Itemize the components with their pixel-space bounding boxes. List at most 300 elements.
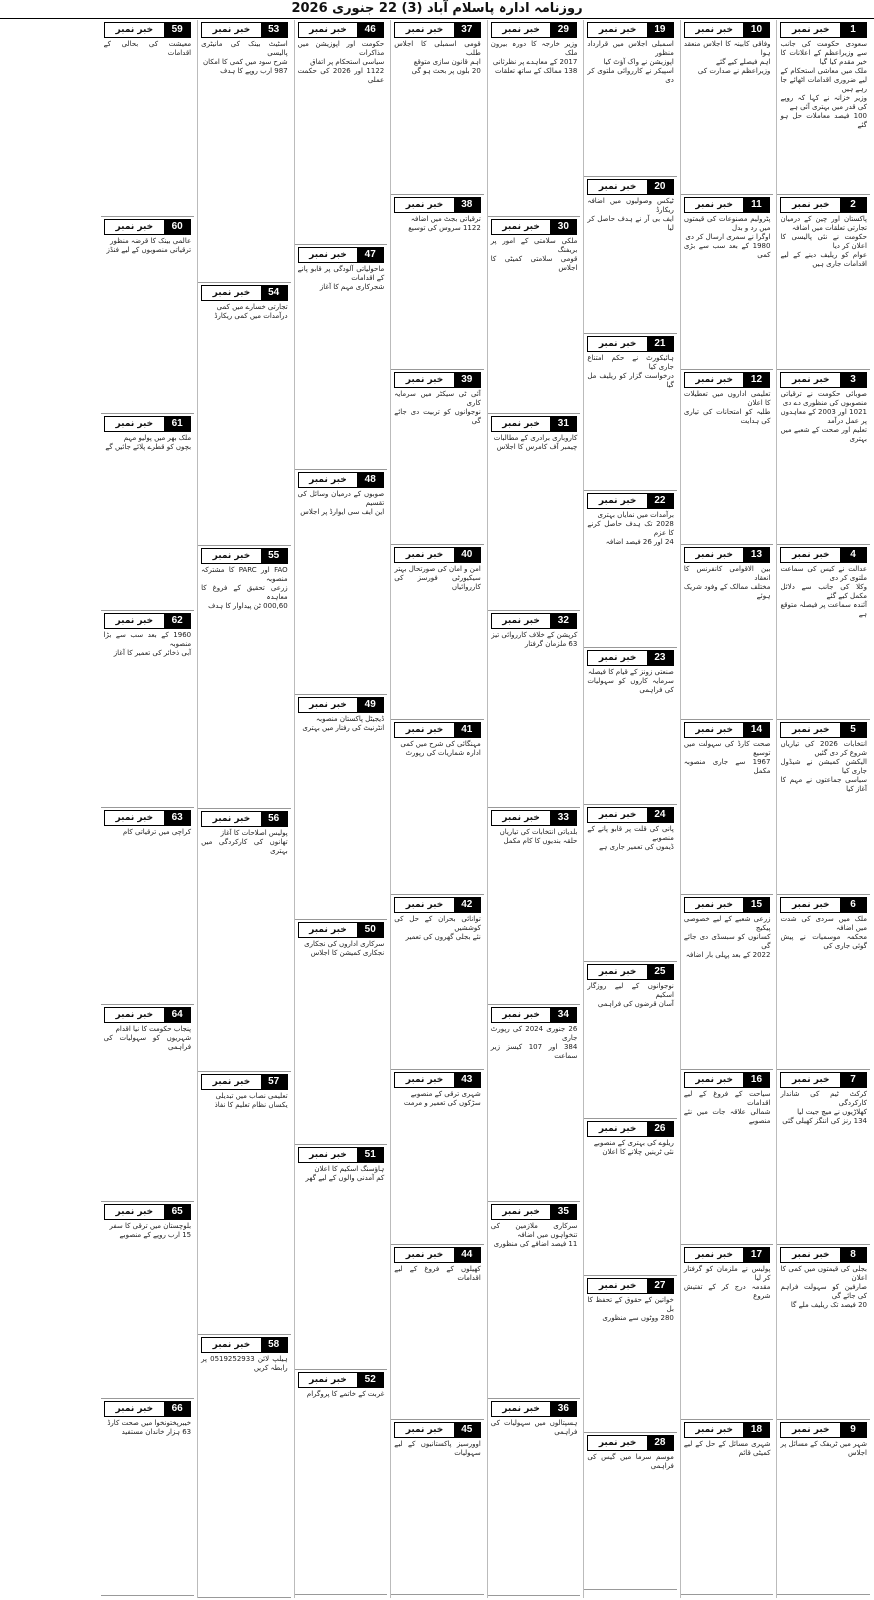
story-text-line: سیاسی جماعتوں نے مہم کا آغاز کیا [780, 776, 867, 793]
news-story [681, 545, 774, 720]
news-story [777, 545, 870, 720]
story-tag-label: خبر نمبر [405, 900, 444, 910]
story-tag-label: خبر نمبر [212, 551, 251, 561]
story-text-line: بلدیاتی انتخابات کی تیاریاں [499, 828, 578, 836]
story-header [587, 807, 674, 823]
story-tag-label: خبر نمبر [212, 25, 251, 35]
story-header [104, 1401, 192, 1417]
story-text-line: زرعی شعبے کے لیے خصوصی پیکیج [683, 915, 771, 932]
story-body [780, 915, 867, 951]
story-tag-label: خبر نمبر [598, 810, 637, 820]
story-number: 19 [647, 23, 673, 37]
story-tag-label: خبر نمبر [598, 1281, 637, 1291]
story-tag-label: خبر نمبر [212, 288, 251, 298]
news-column [101, 20, 195, 1598]
story-body [780, 390, 867, 444]
story-body [684, 1090, 771, 1126]
story-header [394, 22, 481, 38]
story-body [104, 1222, 192, 1240]
story-header [684, 547, 771, 563]
story-body [684, 565, 771, 601]
story-tag-label: خبر نمبر [502, 616, 540, 626]
story-tag-label: خبر نمبر [695, 25, 733, 35]
news-story [488, 808, 581, 1005]
story-body [780, 40, 867, 130]
story-header [298, 922, 385, 938]
news-story [488, 611, 581, 808]
story-text-line: بچوں کو قطرے پلائے جائیں گے [105, 443, 192, 451]
story-text-line: عالمی بینک کا قرضہ منظور [110, 237, 192, 245]
story-text-line: موسم سرما میں گیس کی فراہمی [587, 1453, 674, 1470]
story-tag-label: خبر نمبر [309, 1150, 347, 1160]
story-text-line: کاروباری برادری کے مطالبات [493, 434, 578, 442]
story-number: 66 [164, 1402, 190, 1416]
story-text-line: سرکاری اداروں کی نجکاری [304, 940, 385, 948]
news-story [198, 1072, 291, 1335]
story-number: 25 [647, 965, 673, 979]
story-header [298, 1372, 385, 1388]
story-text-line: غربت کے خاتمے کا پروگرام [306, 1390, 385, 1398]
news-story [681, 370, 774, 545]
news-story [295, 1145, 388, 1370]
story-body [684, 1265, 771, 1301]
story-body [491, 1419, 578, 1437]
story-header [587, 1121, 674, 1137]
story-text-line: نوجوانوں کے لیے روزگار اسکیم [587, 982, 674, 999]
story-text-line: سعودی حکومت کی جانب سے وزیراعظم کے اعلانات کا خیر مقدم کیا گیا [780, 40, 867, 66]
story-number: 18 [743, 1423, 769, 1437]
story-number: 26 [647, 1122, 673, 1136]
story-text-line: وزیراعظم نے صدارت کی [697, 67, 771, 75]
story-text-line: درآمدات میں کمی ریکارڈ [214, 312, 288, 320]
story-body [104, 828, 192, 837]
story-body [780, 1440, 867, 1458]
story-number: 2 [840, 198, 866, 212]
news-story [391, 1245, 484, 1420]
story-header [394, 1247, 481, 1263]
news-story [777, 1070, 870, 1245]
story-number: 62 [164, 614, 190, 628]
news-column [487, 20, 581, 1598]
story-body [104, 1025, 192, 1052]
story-number: 44 [454, 1248, 480, 1262]
story-text-line: 20 فیصد تک ریلیف ملے گا [790, 1301, 867, 1309]
story-text-line: اوورسیز پاکستانیوں کے لیے سہولیات [394, 1440, 481, 1457]
story-body [491, 828, 578, 846]
story-header [491, 1007, 578, 1023]
story-header [201, 548, 288, 564]
story-text-line: ترقیاتی بجٹ میں اضافہ [410, 215, 481, 223]
news-story [777, 20, 870, 195]
story-text-line: 987 ارب روپے کا ہدف [220, 67, 288, 75]
story-tag-label: خبر نمبر [115, 1404, 154, 1414]
story-number: 13 [743, 548, 769, 562]
story-text-line: ادارہ شماریات کی رپورٹ [405, 749, 481, 757]
story-text-line: خیبرپختونخوا میں صحت کارڈ [107, 1419, 192, 1427]
story-header [104, 22, 192, 38]
story-text-line: صوبائی حکومت نے ترقیاتی منصوبوں کی منظوری دے دی [780, 390, 867, 407]
story-body [587, 197, 674, 233]
story-number: 35 [550, 1205, 576, 1219]
story-body [491, 1025, 578, 1061]
story-number: 24 [647, 808, 673, 822]
story-text-line: تعلیم اور صحت کے شعبے میں بہتری [780, 426, 867, 443]
story-body [298, 1165, 385, 1183]
story-text-line: مقدمہ درج کر کے تفتیش شروع [683, 1283, 771, 1300]
story-tag-label: خبر نمبر [598, 967, 637, 977]
story-number: 30 [550, 220, 576, 234]
story-text-line: FAO اور PARC کا مشترکہ منصوبہ [201, 566, 288, 583]
story-text-line: قومی سلامتی کمیٹی کا اجلاس [490, 255, 578, 272]
story-number: 16 [743, 1073, 769, 1087]
story-text-line: حلقہ بندیوں کا کام مکمل [503, 837, 578, 845]
story-text-line: ہیلپ لائن 0519252933 پر رابطہ کریں [201, 1355, 288, 1372]
story-text-line: ٹیکس وصولیوں میں اضافہ ریکارڈ [587, 197, 674, 214]
story-tag-label: خبر نمبر [212, 1340, 251, 1350]
story-body [780, 1265, 867, 1310]
news-column [583, 20, 677, 1598]
story-text-line: پٹرولیم مصنوعات کی قیمتوں میں رد و بدل [683, 215, 771, 232]
story-number: 31 [550, 417, 576, 431]
story-header [587, 650, 674, 666]
story-number: 53 [261, 23, 287, 37]
story-number: 6 [840, 898, 866, 912]
story-text-line: یکساں نظام تعلیم کا نفاذ [214, 1101, 288, 1109]
news-story [584, 1433, 677, 1590]
news-story [777, 895, 870, 1070]
story-text-line: 1980 کے بعد سب سے بڑی کمی [683, 242, 771, 259]
story-body [491, 40, 578, 76]
story-number: 64 [164, 1008, 190, 1022]
story-header [491, 1401, 578, 1417]
story-text-line: آسان قرضوں کی فراہمی [597, 1000, 674, 1008]
story-number: 20 [647, 180, 673, 194]
story-number: 47 [357, 248, 383, 262]
story-text-line: شجرکاری مہم کا آغاز [319, 283, 385, 291]
story-header [780, 372, 867, 388]
story-text-line: کھلاڑیوں نے میچ جیت لیا [797, 1108, 867, 1116]
story-text-line: این ایف سی ایوارڈ پر اجلاس [300, 508, 385, 516]
story-text-line: 1960 کے بعد سب سے بڑا منصوبہ [103, 631, 192, 648]
story-text-line: شہری ترقی کے منصوبے [410, 1090, 481, 1098]
story-text-line: برآمدات میں نمایاں بہتری [597, 511, 674, 519]
story-header [394, 1072, 481, 1088]
story-header [491, 1204, 578, 1220]
story-text-line: ہسپتالوں میں سہولیات کی فراہمی [490, 1419, 578, 1436]
story-header [298, 247, 385, 263]
story-tag-label: خبر نمبر [598, 1438, 637, 1448]
news-story [391, 1070, 484, 1245]
story-header [104, 1204, 192, 1220]
story-text-line: شہر میں ٹریفک کے مسائل پر اجلاس [780, 1440, 867, 1457]
story-text-line: وزیر خارجہ کا دورہ بیرون ملک [490, 40, 578, 57]
story-text-line: حکومت نے نئی پالیسی کا اعلان کر دیا [780, 233, 867, 250]
news-story [295, 695, 388, 920]
story-tag-label: خبر نمبر [115, 1207, 154, 1217]
story-body [491, 631, 578, 649]
story-text-line: اسٹیٹ بینک کی مانیٹری پالیسی [201, 40, 288, 57]
story-text-line: 2017 کے معاہدے پر نظرثانی [492, 58, 578, 66]
story-text-line: حکومت اور اپوزیشن میں مذاکرات [297, 40, 385, 57]
story-number: 14 [743, 723, 769, 737]
news-story [777, 195, 870, 370]
story-tag-label: خبر نمبر [791, 725, 830, 735]
news-story [198, 809, 291, 1072]
story-text-line: نئے بجلی گھروں کی تعمیر [405, 933, 481, 941]
story-header [201, 1074, 288, 1090]
news-story [198, 1335, 291, 1598]
story-body [201, 1355, 288, 1373]
story-body [491, 434, 578, 452]
story-body [684, 915, 771, 960]
story-text-line: انتخابات 2026 کی تیاریاں شروع کر دی گئیں [780, 740, 867, 757]
news-story [584, 334, 677, 491]
story-text-line: سیکیورٹی فورسز کی کارروائیاں [394, 574, 481, 591]
story-tag-label: خبر نمبر [695, 200, 733, 210]
story-text-line: نئی ٹرینیں چلانے کا اعلان [602, 1148, 674, 1156]
story-number: 52 [357, 1373, 383, 1387]
story-tag-label: خبر نمبر [598, 182, 637, 192]
story-body [491, 237, 578, 273]
story-text-line: تعلیمی اداروں میں تعطیلات کا اعلان [683, 390, 771, 407]
story-text-line: ملک میں سردی کی شدت میں اضافہ [780, 915, 867, 932]
story-number: 49 [357, 698, 383, 712]
story-tag-label: خبر نمبر [405, 200, 444, 210]
story-number: 5 [840, 723, 866, 737]
story-tag-label: خبر نمبر [309, 1375, 347, 1385]
story-text-line: ایف بی آر نے ہدف حاصل کر لیا [587, 215, 674, 232]
news-story [681, 720, 774, 895]
story-tag-label: خبر نمبر [695, 1250, 733, 1260]
news-column [390, 20, 484, 1598]
story-tag-label: خبر نمبر [115, 813, 154, 823]
news-story [777, 1245, 870, 1420]
story-body [201, 829, 288, 856]
story-text-line: امن و امان کی صورتحال بہتر [394, 565, 481, 573]
story-text-line: سرکاری ملازمین کی تنخواہوں میں اضافہ [490, 1222, 578, 1239]
story-number: 11 [743, 198, 769, 212]
news-story [391, 1420, 484, 1595]
story-header [298, 22, 385, 38]
story-tag-label: خبر نمبر [309, 250, 347, 260]
story-text-line: کسانوں کو سبسڈی دی جائے گی [683, 933, 771, 950]
story-text-line: اسمبلی اجلاس میں قرارداد منظور [587, 40, 674, 57]
news-story [198, 20, 291, 283]
story-number: 60 [164, 220, 190, 234]
story-body [587, 1296, 674, 1323]
story-header [394, 197, 481, 213]
story-text-line: ترقیاتی منصوبوں کے لیے فنڈز [106, 246, 192, 254]
story-tag-label: خبر نمبر [791, 25, 830, 35]
story-header [104, 1007, 192, 1023]
story-number: 42 [454, 898, 480, 912]
story-number: 28 [647, 1436, 673, 1450]
story-number: 7 [840, 1073, 866, 1087]
story-tag-label: خبر نمبر [212, 1077, 251, 1087]
story-tag-label: خبر نمبر [405, 725, 444, 735]
story-header [104, 219, 192, 235]
story-text-line: وفاقی کابینہ کا اجلاس منعقد ہوا [683, 40, 771, 57]
news-columns-grid [4, 20, 870, 1598]
story-number: 55 [261, 549, 287, 563]
news-story [391, 20, 484, 195]
story-tag-label: خبر نمبر [695, 1075, 733, 1085]
news-story [488, 1005, 581, 1202]
story-body [394, 740, 481, 758]
news-story [101, 1399, 195, 1596]
news-story [488, 20, 581, 217]
story-number: 45 [454, 1423, 480, 1437]
news-story [295, 245, 388, 470]
story-text-line: 1967 سے جاری منصوبہ مکمل [683, 758, 771, 775]
story-text-line: پانی کی قلت پر قابو پانے کے منصوبے [587, 825, 674, 842]
story-text-line: 1122 اور 2026 کی حکمت عملی [297, 67, 385, 84]
story-number: 3 [840, 373, 866, 387]
story-body [587, 354, 674, 390]
story-header [394, 1422, 481, 1438]
news-story [488, 414, 581, 611]
story-header [684, 1247, 771, 1263]
story-text-line: 1122 سروس کی توسیع [408, 224, 481, 232]
story-text-line: بین الاقوامی کانفرنس کا انعقاد [683, 565, 771, 582]
story-tag-label: خبر نمبر [598, 1124, 637, 1134]
story-header [587, 964, 674, 980]
story-text-line: ڈیموں کی تعمیر جاری ہے [599, 843, 674, 851]
story-tag-label: خبر نمبر [309, 475, 347, 485]
story-body [298, 490, 385, 517]
story-header [780, 1247, 867, 1263]
story-text-line: 280 ووٹوں سے منظوری [602, 1314, 674, 1322]
news-story [584, 20, 677, 177]
story-body [104, 40, 192, 58]
news-story [101, 808, 195, 1005]
story-text-line: سرمایہ کاروں کو سہولیات کی فراہمی [587, 677, 674, 694]
story-tag-label: خبر نمبر [405, 375, 444, 385]
news-story [584, 1276, 677, 1433]
story-number: 23 [647, 651, 673, 665]
story-text-line: وکلا کی جانب سے دلائل مکمل کیے گئے [780, 583, 867, 600]
story-body [201, 303, 288, 321]
story-header [104, 416, 192, 432]
story-header [780, 722, 867, 738]
story-tag-label: خبر نمبر [791, 900, 830, 910]
story-text-line: کرکٹ ٹیم کی شاندار کارکردگی [780, 1090, 867, 1107]
story-tag-label: خبر نمبر [695, 375, 733, 385]
news-story [295, 20, 388, 245]
story-tag-label: خبر نمبر [502, 1010, 540, 1020]
story-body [394, 915, 481, 942]
story-text-line: تعلیمی نصاب میں تبدیلی [215, 1092, 288, 1100]
story-number: 8 [840, 1248, 866, 1262]
story-number: 46 [357, 23, 383, 37]
story-text-line: الیکشن کمیشن نے شیڈول جاری کیا [780, 758, 867, 775]
story-text-line: ملک میں معاشی استحکام کے لیے ضروری اقدامات اٹھائے جا رہے ہیں [780, 67, 867, 93]
masthead-date-line: روزنامہ ادارہ پاسلام آباد (3) 22 جنوری 2026 [0, 0, 874, 19]
story-body [587, 982, 674, 1009]
story-body [587, 1453, 674, 1471]
story-text-line: آئندہ سماعت پر فیصلہ متوقع ہے [780, 601, 867, 618]
story-number: 17 [743, 1248, 769, 1262]
story-body [587, 668, 674, 695]
story-tag-label: خبر نمبر [598, 496, 637, 506]
news-story [584, 1119, 677, 1276]
story-body [394, 40, 481, 76]
story-tag-label: خبر نمبر [502, 222, 540, 232]
story-header [491, 219, 578, 235]
news-story [295, 1370, 388, 1595]
story-header [587, 336, 674, 352]
news-story [681, 895, 774, 1070]
story-body [104, 631, 192, 658]
news-story [777, 370, 870, 545]
story-header [104, 613, 192, 629]
news-story [391, 370, 484, 545]
story-body [394, 215, 481, 233]
story-text-line: ہائیکورٹ نے حکم امتناع جاری کیا [587, 354, 674, 371]
story-tag-label: خبر نمبر [115, 419, 154, 429]
story-text-line: آبی ذخائر کی تعمیر کا آغاز [113, 649, 192, 657]
story-body [394, 565, 481, 592]
story-text-line: 1021 اور 2003 کے معاہدوں پر عمل درآمد [780, 408, 867, 425]
story-body [104, 237, 192, 255]
story-text-line: صحت کارڈ کی سہولت میں توسیع [683, 740, 771, 757]
story-number: 41 [454, 723, 480, 737]
story-text-line: ہاؤسنگ اسکیم کا اعلان [314, 1165, 385, 1173]
story-text-line: کم آمدنی والوں کے لیے گھر [305, 1174, 385, 1182]
story-header [491, 613, 578, 629]
story-text-line: ڈیجیٹل پاکستان منصوبہ [316, 715, 385, 723]
story-number: 39 [454, 373, 480, 387]
story-text-line: عوام کو ریلیف دینے کے لیے اقدامات جاری ہیں [780, 251, 867, 268]
story-number: 65 [164, 1205, 190, 1219]
news-story [391, 895, 484, 1070]
news-story [101, 217, 195, 414]
story-header [587, 493, 674, 509]
story-text-line: تھانوں کی کارکردگی میں بہتری [201, 838, 288, 855]
story-body [587, 40, 674, 85]
story-body [298, 1390, 385, 1399]
story-body [684, 40, 771, 76]
story-tag-label: خبر نمبر [791, 1250, 830, 1260]
story-header [394, 547, 481, 563]
story-text-line: 2028 تک ہدف حاصل کرنے کا عزم [587, 520, 674, 537]
story-number: 34 [550, 1008, 576, 1022]
news-story [101, 1005, 195, 1202]
story-text-line: اپوزیشن نے واک آؤٹ کیا [603, 58, 674, 66]
story-body [684, 740, 771, 776]
story-number: 56 [261, 812, 287, 826]
story-tag-label: خبر نمبر [502, 1404, 540, 1414]
news-story [681, 1420, 774, 1595]
story-header [298, 697, 385, 713]
story-text-line: 24 اور 26 فیصد اضافہ [605, 538, 674, 546]
story-number: 40 [454, 548, 480, 562]
story-text-line: ملکی سلامتی کے امور پر بریفنگ [490, 237, 578, 254]
story-header [201, 1337, 288, 1353]
story-text-line: 63 ملزمان گرفتار [524, 640, 578, 648]
news-story [584, 491, 677, 648]
story-tag-label: خبر نمبر [791, 1075, 830, 1085]
story-header [201, 811, 288, 827]
story-number: 57 [261, 1075, 287, 1089]
story-number: 54 [261, 286, 287, 300]
story-tag-label: خبر نمبر [598, 25, 637, 35]
story-text-line: مختلف ممالک کے وفود شریک ہوئے [683, 583, 771, 600]
story-text-line: قومی اسمبلی کا اجلاس طلب [394, 40, 481, 57]
news-story [101, 1202, 195, 1399]
story-number: 58 [261, 1338, 287, 1352]
story-header [684, 372, 771, 388]
